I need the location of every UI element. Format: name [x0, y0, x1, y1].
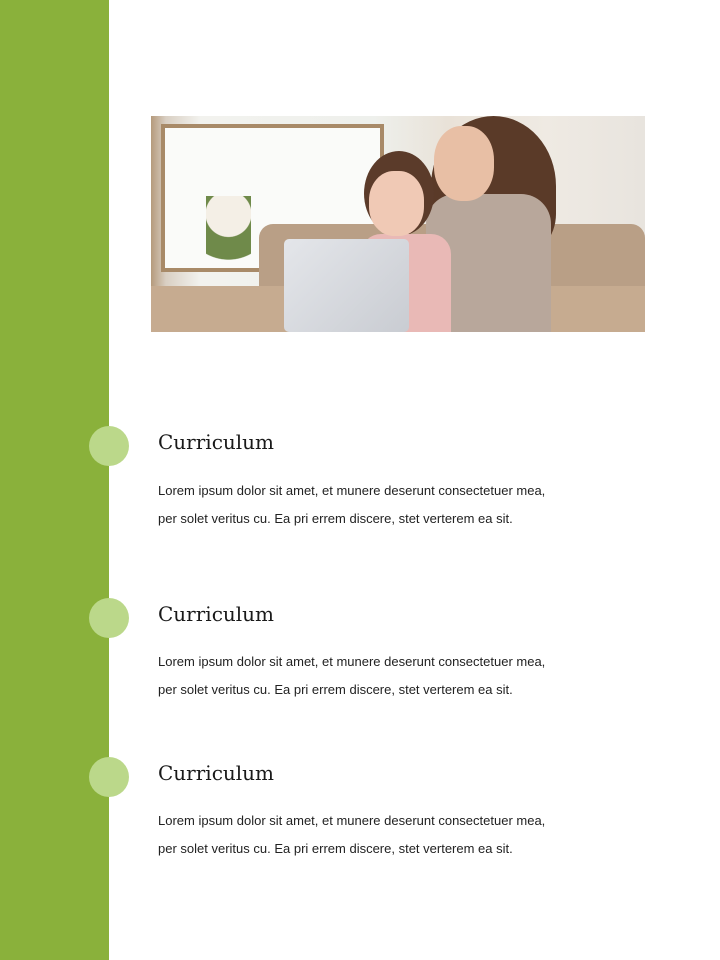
body-line: per solet veritus cu. Ea pri errem discere, stet verterem ea sit.	[158, 511, 513, 526]
section-body	[158, 477, 618, 533]
flower-vase	[206, 196, 251, 286]
section-title: Curriculum	[158, 602, 275, 626]
hero-photo	[151, 116, 645, 332]
section-title: Curriculum	[158, 430, 275, 454]
section-body	[158, 807, 618, 863]
body-line: Lorem ipsum dolor sit amet, et munere deserunt consectetuer mea,	[158, 654, 546, 669]
mother-face	[434, 126, 494, 201]
sidebar-accent-bar	[0, 0, 109, 960]
section-title: Curriculum	[158, 761, 275, 785]
body-line: per solet veritus cu. Ea pri errem discere, stet verterem ea sit.	[158, 841, 513, 856]
laptop	[284, 239, 409, 332]
body-line: per solet veritus cu. Ea pri errem discere, stet verterem ea sit.	[158, 682, 513, 697]
section-body	[158, 648, 618, 704]
bullet-circle	[89, 757, 129, 797]
bullet-circle	[89, 426, 129, 466]
body-line: Lorem ipsum dolor sit amet, et munere deserunt consectetuer mea,	[158, 813, 546, 828]
body-line: Lorem ipsum dolor sit amet, et munere deserunt consectetuer mea,	[158, 483, 546, 498]
bullet-circle	[89, 598, 129, 638]
girl-face	[369, 171, 424, 236]
